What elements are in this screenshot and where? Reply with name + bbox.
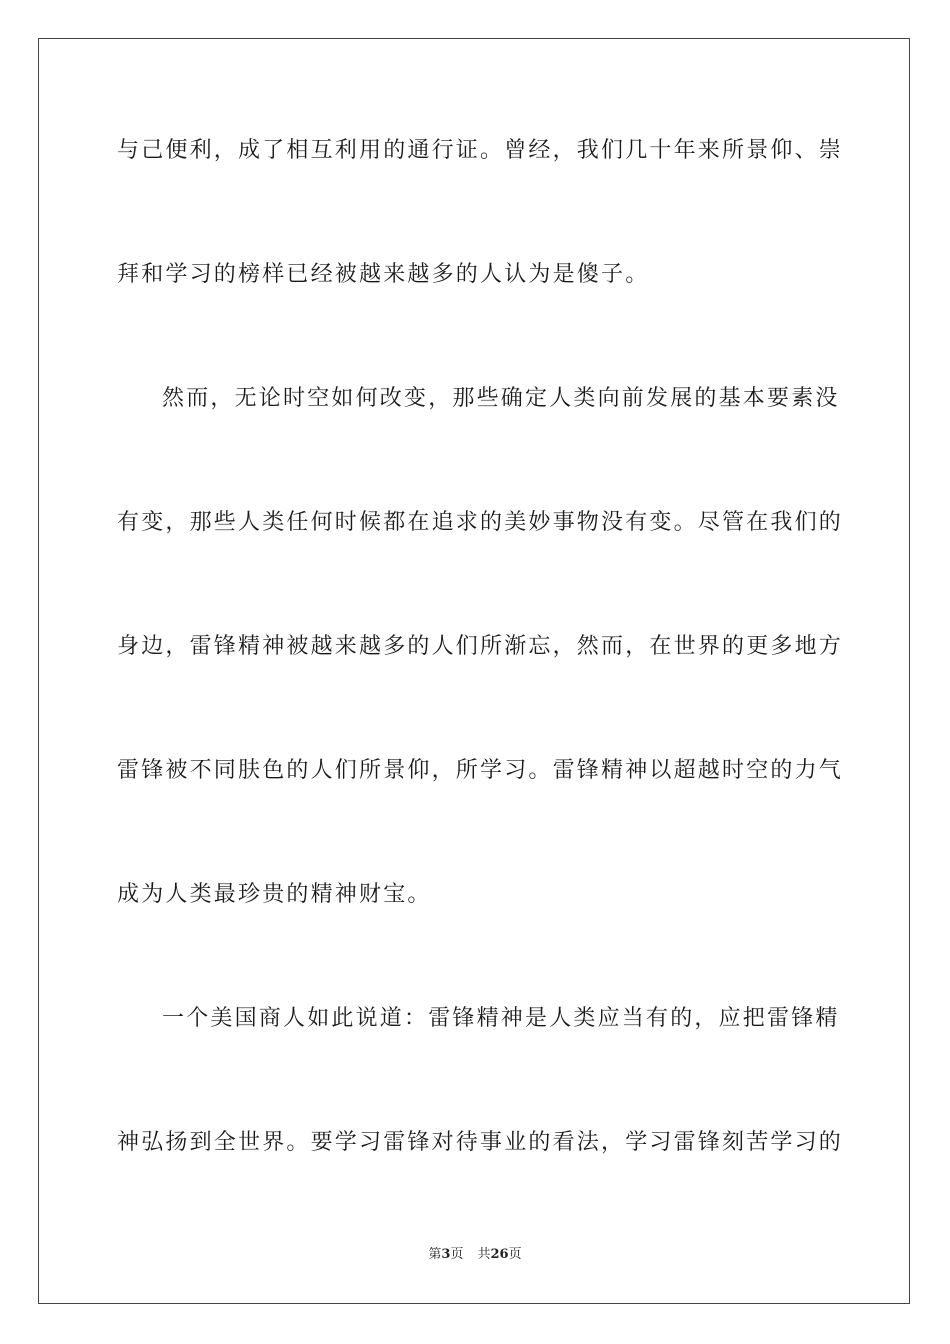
body-line-1: 与己便利，成了相互利用的通行证。曾经，我们几十年来所景仰、崇 (117, 138, 844, 163)
page-footer (0, 1246, 950, 1264)
body-line-8: 一个美国商人如此说道：雷锋精神是人类应当有的，应把雷锋精 (162, 1006, 840, 1031)
body-line-5: 身边，雷锋精神被越来越多的人们所渐忘，然而，在世界的更多地方 (117, 634, 844, 659)
page-suffix: 页 (450, 1247, 464, 1262)
total-prefix: 共 (477, 1247, 491, 1262)
body-line-4: 有变，那些人类任何时候都在追求的美妙事物没有变。尽管在我们的 (117, 510, 844, 535)
body-line-2: 拜和学习的榜样已经被越来越多的人认为是傻子。 (117, 262, 650, 287)
body-line-3: 然而，无论时空如何改变，那些确定人类向前发展的基本要素没 (162, 386, 840, 411)
page-number: 3 (441, 1247, 451, 1262)
body-line-9: 神弘扬到全世界。要学习雷锋对待事业的看法，学习雷锋刻苦学习的 (117, 1130, 844, 1155)
body-line-7: 成为人类最珍贵的精神财宝。 (117, 882, 432, 907)
total-pages: 26 (490, 1247, 509, 1262)
page-prefix: 第 (428, 1247, 442, 1262)
body-line-6: 雷锋被不同肤色的人们所景仰，所学习。雷锋精神以超越时空的力气 (117, 758, 844, 783)
total-suffix: 页 (508, 1247, 522, 1262)
page-border (38, 38, 910, 1304)
